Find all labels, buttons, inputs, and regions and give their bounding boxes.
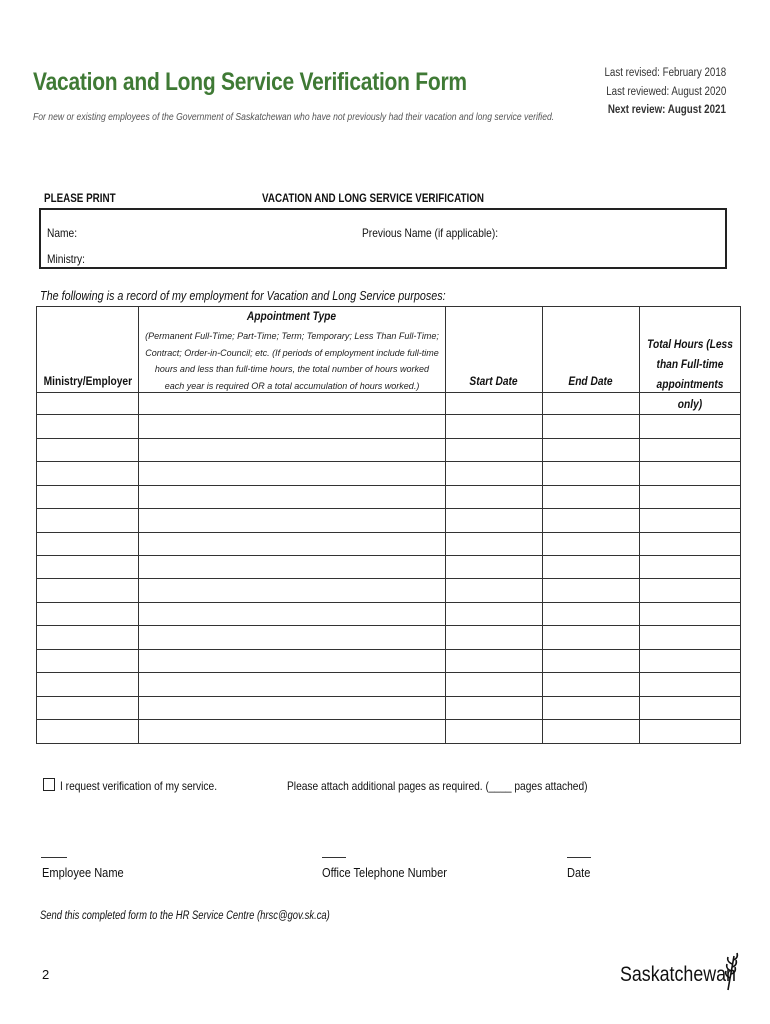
table-border-bottom <box>36 743 741 744</box>
col-divider <box>542 306 543 744</box>
request-verification-checkbox[interactable] <box>43 778 55 791</box>
record-intro: The following is a record of my employment for Vacation and Long Service purposes: <box>40 288 446 303</box>
name-field[interactable]: Name: <box>47 226 78 240</box>
page-number: 2 <box>42 967 50 982</box>
row-line <box>36 672 741 673</box>
table-border-top <box>36 306 741 307</box>
employment-table <box>36 306 741 744</box>
row-line <box>36 438 741 439</box>
col-header-total-hours: Total Hours (Less than Full-time appointments only) <box>647 337 733 411</box>
office-phone-label: Office Telephone Number <box>322 865 447 880</box>
please-print-label: PLEASE PRINT <box>44 191 116 205</box>
section-heading: VACATION AND LONG SERVICE VERIFICATION <box>262 191 484 205</box>
row-line <box>36 414 741 415</box>
form-subtitle: For new or existing employees of the Government of Saskatchewan who have not previously had their vacation and long service verified. <box>33 111 555 123</box>
table-border-left <box>36 306 37 744</box>
previous-name-field[interactable]: Previous Name (if applicable): <box>362 226 499 240</box>
row-line <box>36 392 741 393</box>
row-line <box>36 555 741 556</box>
col-divider <box>445 306 446 744</box>
col-header-appointment: Appointment Type <box>246 309 337 323</box>
ministry-field[interactable]: Ministry: <box>47 252 85 266</box>
last-reviewed: Last reviewed: August 2020 <box>605 86 726 98</box>
col-header-ministry: Ministry/Employer <box>43 374 133 388</box>
col-divider <box>138 306 139 744</box>
next-review: Next review: August 2021 <box>607 104 726 116</box>
row-line <box>36 719 741 720</box>
row-line <box>36 649 741 650</box>
row-line <box>36 532 741 533</box>
last-revised: Last revised: February 2018 <box>604 67 726 79</box>
date-line[interactable] <box>567 857 591 858</box>
col-header-start-date: Start Date <box>469 374 518 388</box>
table-border-right <box>740 306 741 744</box>
logo-wordmark: Saskatchewan <box>620 962 736 987</box>
form-title: Vacation and Long Service Verification Form <box>33 68 467 96</box>
row-line <box>36 578 741 579</box>
send-instructions: Send this completed form to the HR Service Centre (hrsc@gov.sk.ca) <box>40 910 330 922</box>
row-line <box>36 602 741 603</box>
row-line <box>36 625 741 626</box>
row-line <box>36 485 741 486</box>
row-line <box>36 461 741 462</box>
saskatchewan-logo <box>620 950 740 992</box>
date-label: Date <box>567 865 591 880</box>
appointment-type-note: (Permanent Full-Time; Part-Time; Term; Temporary; Less Than Full-Time; Contract; Order-in-Council; etc. (If periods of employment include full-time hours and less than full-time hours, the total number of hours worked each year is required OR a total accumulation of hours worked.) <box>145 331 439 391</box>
employee-name-line[interactable] <box>41 857 67 858</box>
row-line <box>36 696 741 697</box>
row-line <box>36 508 741 509</box>
col-divider <box>639 306 640 744</box>
col-header-end-date: End Date <box>568 374 613 388</box>
employee-name-label: Employee Name <box>42 865 124 880</box>
office-phone-line[interactable] <box>322 857 346 858</box>
attach-pages-note: Please attach additional pages as required. (____ pages attached) <box>287 779 588 793</box>
request-verification-label: I request verification of my service. <box>60 779 218 793</box>
